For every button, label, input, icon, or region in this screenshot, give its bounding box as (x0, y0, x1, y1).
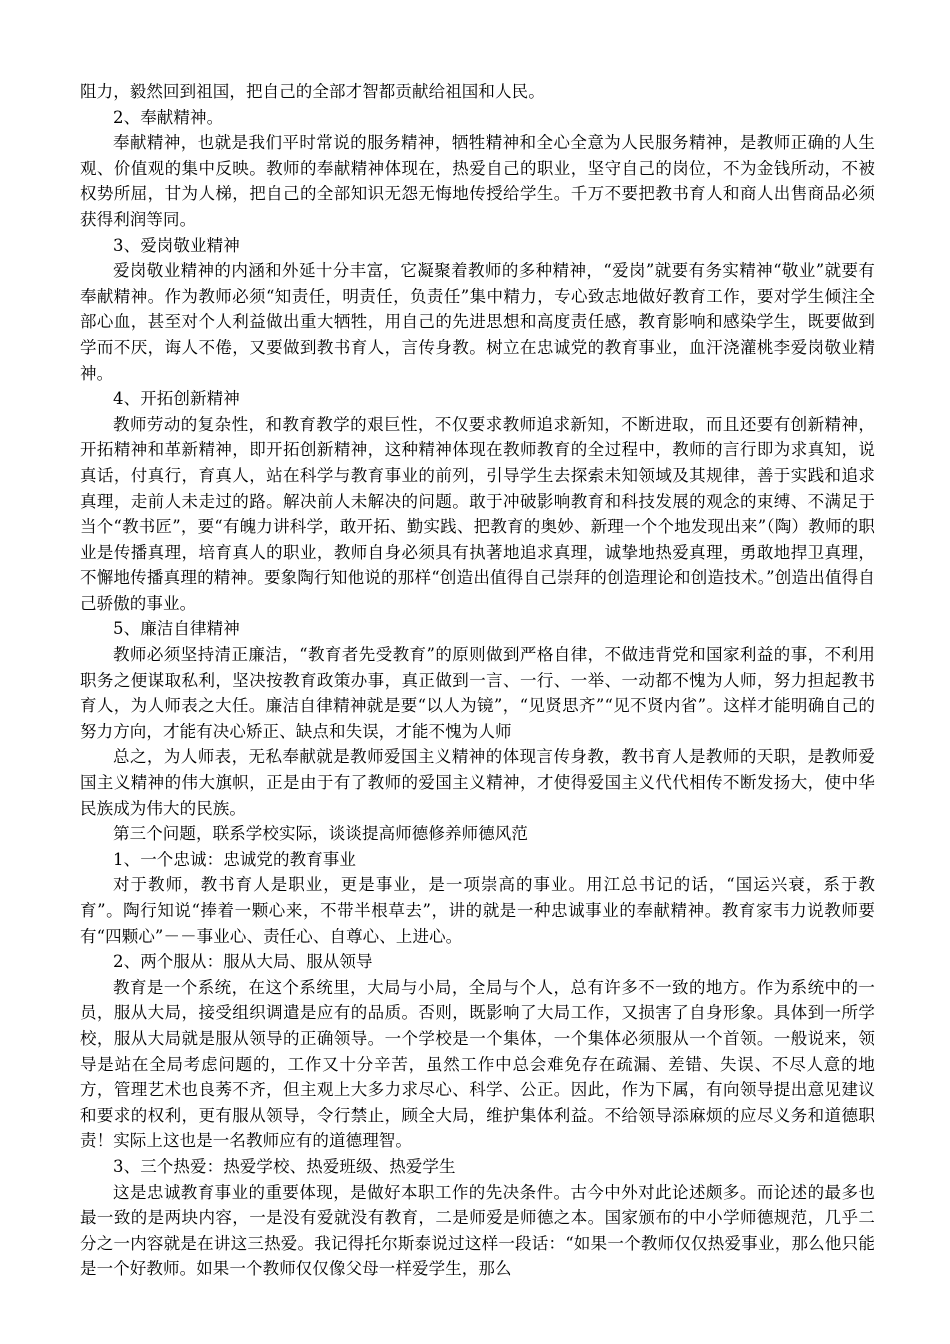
section-heading-dedication: 2、奉献精神。 (113, 107, 224, 127)
section-heading-loyalty: 1、一个忠诚：忠诚党的教育事业 (113, 849, 356, 869)
section-heading-obedience: 2、两个服从：服从大局、服从领导 (113, 952, 373, 972)
paragraph-continuation: 阻力，毅然回到祖国，把自己的全部才智都贡献给祖国和人民。 (80, 82, 545, 101)
paragraph-loyalty: 对于教师，教书育人是职业，更是事业，是一项崇高的事业。用江总书记的话，“国运兴衰，系于教育”。陶行知说“捧着一颗心来，不带半根草去”，讲的就是一种忠诚事业的奉献精神。教育家韦力说教师要有“四颗心”－－事业心、责任心、自尊心、上进心。 (80, 875, 875, 946)
section-heading-third-question: 第三个问题，联系学校实际，谈谈提高师德修养师德风范 (113, 824, 528, 844)
paragraph-three-loves: 这是忠诚教育事业的重要体现，是做好本职工作的先决条件。古今中外对此论述颇多。而论述的最多也最一致的是两块内容，一是没有爱就没有教育，二是师爱是师德之本。国家颁布的中小学师德规范，几乎二分之一内容就是在讲这三热爱。我记得托尔斯泰说过这样一段话：“如果一个教师仅仅热爱事业，那么他只能是一个好教师。如果一个教师仅仅像父母一样爱学生，那么 (80, 1182, 875, 1279)
section-heading-three-loves: 3、三个热爱：热爱学校、热爱班级、热爱学生 (113, 1156, 456, 1176)
paragraph-integrity: 教师必须坚持清正廉洁，“教育者先受教育”的原则做到严格自律，不做违背党和国家利益的事，不利用职务之便谋取私利，坚决按教育政策办事，真正做到一言、一行、一举、一动都不愧为人师，努力担起教书育人，为人师表之大任。廉洁自律精神就是要“以人为镜”，“见贤思齐”“见不贤内省”。这样才能明确自己的努力方向，才能有决心矫正、缺点和失误，才能不愧为人师 (80, 645, 875, 741)
section-heading-integrity: 5、廉洁自律精神 (113, 619, 240, 639)
section-heading-innovation: 4、开拓创新精神 (113, 389, 240, 409)
section-heading-job-devotion: 3、爱岗敬业精神 (113, 235, 240, 255)
paragraph-job-devotion: 爱岗敬业精神的内涵和外延十分丰富，它凝聚着教师的多种精神，“爱岗”就要有务实精神“敬业”就要有奉献精神。作为教师必须“知责任，明责任，负责任”集中精力，专心致志地做好教育工作，要对学生倾注全部心血，甚至对个人利益做出重大牺牲，用自己的先进思想和高度责任感，教育影响和感染学生，既要做到学而不厌，诲人不倦，又要做到教书育人，言传身教。树立在忠诚党的教育事业，血汗浇灌桃李爱岗敬业精神。 (80, 261, 875, 383)
paragraph-summary: 总之，为人师表，无私奉献就是教师爱国主义精神的体现言传身教，教书育人是教师的天职，是教师爱国主义精神的伟大旗帜，正是由于有了教师的爱国主义精神，才使得爱国主义代代相传不断发扬大，使中华民族成为伟大的民族。 (80, 747, 875, 818)
paragraph-obedience: 教育是一个系统，在这个系统里，大局与小局，全局与个人，总有许多不一致的地方。作为系统中的一员，服从大局，接受组织调遣是应有的品质。否则，既影响了大局工作，又损害了自身形象。具体到一所学校，服从大局就是服从领导的正确领导。一个学校是一个集体，一个集体必须服从一个首领。一般说来，领导是站在全局考虑问题的，工作又十分辛苦，虽然工作中总会难免存在疏漏、差错、失误、不尽人意的地方，管理艺术也良莠不齐，但主观上大多力求尽心、科学、公正。因此，作为下属，有向领导提出意见建议和要求的权利，更有服从领导，令行禁止，顾全大局，维护集体利益。不给领导添麻烦的应尽义务和道德职责！实际上这也是一名教师应有的道德理智。 (80, 977, 875, 1151)
paragraph-dedication: 奉献精神，也就是我们平时常说的服务精神，牺牲精神和全心全意为人民服务精神，是教师正确的人生观、价值观的集中反映。教师的奉献精神体现在，热爱自己的职业，坚守自己的岗位，不为金钱所动，不被权势所屈，甘为人梯，把自己的全部知识无怨无悔地传授给学生。千万不要把教书育人和商人出售商品必须获得利润等同。 (80, 133, 875, 229)
document-page (80, 79, 875, 1282)
paragraph-innovation: 教师劳动的复杂性，和教育教学的艰巨性，不仅要求教师追求新知，不断进取，而且还要有创新精神，开拓精神和革新精神，即开拓创新精神，这种精神体现在教师教育的全过程中，教师的言行即为求真知，说真话，付真行，育真人，站在科学与教育事业的前列，引导学生去探索未知领域及其规律，善于实践和追求真理，走前人未走过的路。解决前人未解决的问题。敢于冲破影响教育和科技发展的观念的束缚、不满足于当个“教书匠”，要“有魄力讲科学，敢开拓、勤实践、把教育的奥妙、新理一个个地发现出来”（陶）教师的职业是传播真理，培育真人的职业，教师自身必须具有执著地追求真理，诚挚地热爱真理，勇敢地捍卫真理，不懈地传播真理的精神。要象陶行知他说的那样“创造出值得自己崇拜的创造理论和创造技术。”创造出值得自己骄傲的事业。 (80, 414, 875, 613)
